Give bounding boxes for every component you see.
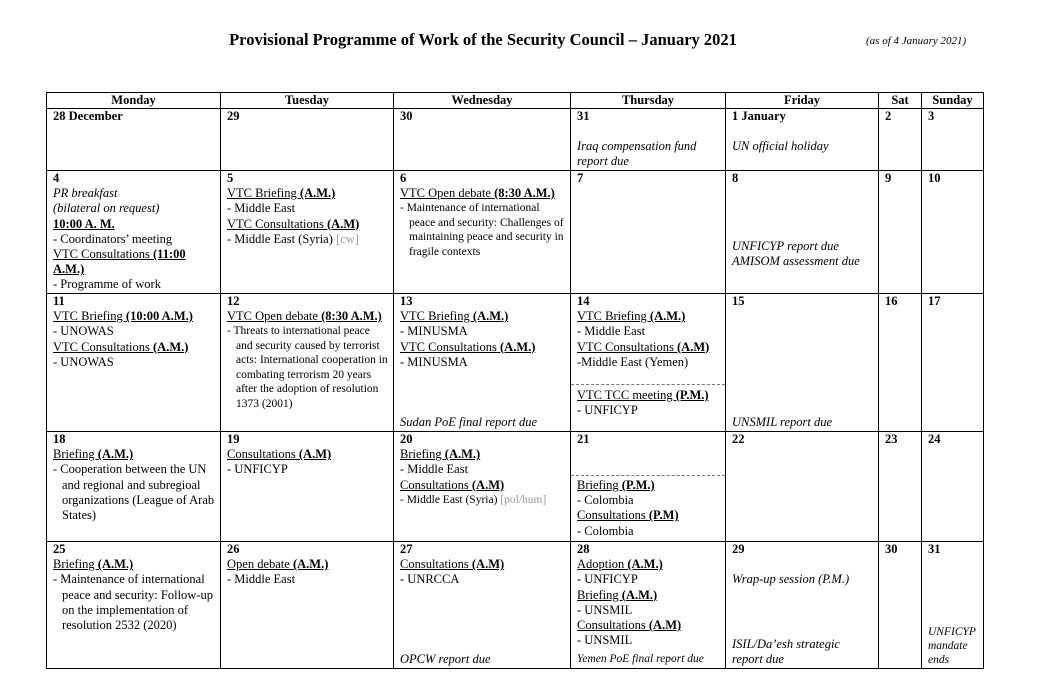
day-cell-jan-5: [221, 171, 394, 294]
day-number: 21: [577, 432, 590, 446]
day-number: 25: [53, 542, 66, 556]
event-topic: - UNOWAS: [53, 354, 114, 369]
event-title: Briefing (A.M.): [400, 447, 481, 462]
event-topic: - UNFICYP: [227, 462, 288, 477]
event-title: Briefing (A.M.): [53, 557, 134, 572]
event-topic: - Middle East: [227, 572, 296, 587]
event-title: Open debate (A.M.): [227, 557, 329, 572]
day-cell-jan-12: [221, 294, 394, 432]
mandate-note: UNFICYP mandate ends: [928, 626, 976, 666]
day-cell-jan-8: [726, 171, 879, 294]
day-number: 20: [400, 432, 413, 446]
event-topic: - UNFICYP: [577, 403, 638, 418]
day-number: 29: [732, 542, 745, 556]
event-topic: - MINUSMA: [400, 354, 468, 369]
day-number: 18: [53, 432, 66, 446]
day-number: 29: [227, 109, 240, 123]
report-note: Sudan PoE final report due: [400, 414, 538, 429]
day-cell-jan-25: [47, 542, 221, 669]
event-title: VTC Open debate (8:30 A.M.): [227, 309, 382, 324]
event-topic: - Threats to international peace and security caused by terrorist acts: International cooperation in combating terrorism 20 years after the adoption of resolution 1373 (2001): [227, 325, 388, 410]
event-title: VTC Briefing (A.M.): [400, 309, 509, 324]
event-title: Briefing (P.M.): [577, 478, 655, 492]
session-divider: [571, 384, 725, 385]
day-cell-jan-13: [394, 294, 571, 432]
event-title: Consultations (A.M): [400, 557, 505, 572]
report-note: Iraq compensation fund report due: [577, 139, 697, 169]
day-number: 4: [53, 171, 60, 185]
day-cell-jan-14: [571, 294, 726, 432]
category-tag: [cw]: [336, 231, 359, 246]
report-note: Yemen PoE final report due: [577, 652, 704, 665]
header-wednesday: Wednesday: [394, 93, 571, 109]
day-number: 23: [885, 432, 898, 446]
day-number: 8: [732, 171, 739, 185]
event-title: Consultations (A.M): [400, 477, 505, 492]
event-title: Adoption (A.M.): [577, 557, 663, 572]
event-title: VTC Consultations (A.M): [577, 339, 710, 354]
day-cell-jan-27: [394, 542, 571, 669]
event-topic: - Maintenance of international peace and security: Follow-up on the implementation of resolution 2532 (2020): [53, 572, 213, 633]
event-topic: - Middle East (Syria) [cw]: [227, 231, 359, 246]
event-title: VTC Briefing (A.M.): [227, 186, 336, 201]
day-number: 30: [885, 542, 898, 556]
event-title: VTC Briefing (A.M.): [577, 309, 686, 324]
day-cell-jan-19: [221, 432, 394, 542]
day-number: 31: [928, 542, 941, 556]
event-topic: - Cooperation between the UN and regional and subregioal organizations (League of Arab States): [53, 462, 215, 523]
day-cell-jan-22: [726, 432, 879, 542]
day-number: 26: [227, 542, 240, 556]
day-cell-jan-9: [879, 171, 922, 294]
event-topic: - Middle East: [400, 462, 469, 477]
day-number: 16: [885, 294, 898, 308]
header-thursday: Thursday: [571, 93, 726, 109]
event-title: Briefing (A.M.): [577, 587, 658, 602]
report-note: ISIL/Da’esh strategic report due: [732, 636, 840, 666]
day-cell-jan-1: [726, 109, 879, 171]
calendar-table: [46, 92, 984, 669]
event-topic: - UNSMIL: [577, 602, 633, 617]
event-topic: - MINUSMA: [400, 324, 468, 339]
day-cell-jan-11: [47, 294, 221, 432]
event-title: VTC Open debate (8:30 A.M.): [400, 186, 555, 201]
event-topic: - Middle East (Syria) [pol/hum]: [400, 493, 547, 506]
day-cell-jan-4: [47, 171, 221, 294]
event-title: VTC Consultations (A.M.): [400, 339, 536, 354]
header-monday: Monday: [47, 93, 221, 109]
week-row-3: [47, 294, 984, 432]
week-row-1: [47, 109, 984, 171]
day-cell-jan-17: [922, 294, 984, 432]
day-number: 7: [577, 171, 584, 185]
event-topic: - UNSMIL: [577, 633, 633, 648]
event-title: VTC Consultations (A.M.): [53, 339, 189, 354]
header-friday: Friday: [726, 93, 879, 109]
category-tag: [pol/hum]: [500, 493, 547, 506]
day-number: 31: [577, 109, 590, 123]
day-cell-jan-29: [726, 542, 879, 669]
session-divider: [571, 475, 725, 476]
event-time: 10:00 A. M.: [53, 216, 115, 231]
day-number: 13: [400, 294, 413, 308]
day-number: 28 December: [53, 109, 123, 123]
event-topic: - UNOWAS: [53, 324, 114, 339]
day-cell-jan-30: [879, 542, 922, 669]
day-cell-jan-23: [879, 432, 922, 542]
header-tuesday: Tuesday: [221, 93, 394, 109]
day-number: 24: [928, 432, 941, 446]
event-topic: - Coordinators’ meeting: [53, 231, 173, 246]
day-cell-jan-20: [394, 432, 571, 542]
event-note: (bilateral on request): [53, 201, 160, 216]
day-cell-jan-24: [922, 432, 984, 542]
day-cell-jan-28: [571, 542, 726, 669]
day-number: 19: [227, 432, 240, 446]
day-cell-jan-21: [571, 432, 726, 542]
day-number: 2: [885, 109, 892, 123]
day-cell-jan-26: [221, 542, 394, 669]
day-number: 6: [400, 171, 407, 185]
day-number: 11: [53, 294, 65, 308]
event-title: Consultations (A.M): [577, 618, 682, 633]
day-cell-jan-16: [879, 294, 922, 432]
event-topic: - UNRCCA: [400, 572, 460, 587]
report-note: OPCW report due: [400, 651, 491, 666]
day-cell-dec-30: [394, 109, 571, 171]
event-title: VTC Consultations (11:00 A.M.): [53, 247, 186, 277]
event-title: Briefing (A.M.): [53, 447, 134, 462]
week-row-5: [47, 542, 984, 669]
day-cell-dec-29: [221, 109, 394, 171]
day-number: 22: [732, 432, 745, 446]
day-cell-dec-31: [571, 109, 726, 171]
day-number: 3: [928, 109, 935, 123]
event-topic: - Programme of work: [53, 277, 161, 292]
week-row-4: [47, 432, 984, 542]
day-number: 30: [400, 109, 413, 123]
day-cell-dec-28: [47, 109, 221, 171]
day-number: 1 January: [732, 109, 786, 123]
day-number: 28: [577, 542, 590, 556]
report-note: UNSMIL report due: [732, 414, 832, 429]
day-number: 12: [227, 294, 240, 308]
day-number: 14: [577, 294, 590, 308]
day-number: 10: [928, 171, 941, 185]
day-cell-jan-3: [922, 109, 984, 171]
event-title: VTC Briefing (10:00 A.M.): [53, 309, 193, 324]
event-title: Consultations (P.M): [577, 508, 679, 523]
day-cell-jan-7: [571, 171, 726, 294]
day-number: 27: [400, 542, 413, 556]
day-cell-jan-15: [726, 294, 879, 432]
report-note: AMISOM assessment due: [732, 254, 860, 269]
weekday-header-row: [47, 93, 984, 109]
page-title: Provisional Programme of Work of the Security Council – January 2021: [229, 30, 737, 49]
event-topic: -Middle East (Yemen): [577, 354, 689, 369]
session-note: Wrap-up session (P.M.): [732, 572, 850, 586]
holiday-note: UN official holiday: [732, 139, 829, 153]
event-title: VTC TCC meeting (P.M.): [577, 388, 709, 402]
day-cell-jan-18: [47, 432, 221, 542]
day-number: 15: [732, 294, 745, 308]
day-cell-jan-31: [922, 542, 984, 669]
day-cell-jan-10: [922, 171, 984, 294]
event-title: Consultations (A.M): [227, 447, 332, 462]
day-number: 5: [227, 171, 234, 185]
event-topic: - Colombia: [577, 523, 634, 538]
day-number: 9: [885, 171, 892, 185]
as-of-date: (as of 4 January 2021): [866, 35, 967, 47]
day-cell-jan-6: [394, 171, 571, 294]
event-label: PR breakfast: [53, 186, 118, 201]
event-topic: - Middle East: [227, 201, 296, 216]
header-sunday: Sunday: [922, 93, 984, 109]
header-saturday: Sat: [879, 93, 922, 109]
event-title: VTC Consultations (A.M): [227, 216, 360, 231]
day-number: 17: [928, 294, 941, 308]
event-topic: - UNFICYP: [577, 572, 638, 587]
report-note: UNFICYP report due: [732, 239, 839, 253]
week-row-2: [47, 171, 984, 294]
event-topic: - Colombia: [577, 493, 634, 508]
event-topic: - Maintenance of international peace and security: Challenges of maintaining peace and security in fragile contexts: [400, 202, 564, 258]
day-cell-jan-2: [879, 109, 922, 171]
event-topic: - Middle East: [577, 324, 646, 339]
